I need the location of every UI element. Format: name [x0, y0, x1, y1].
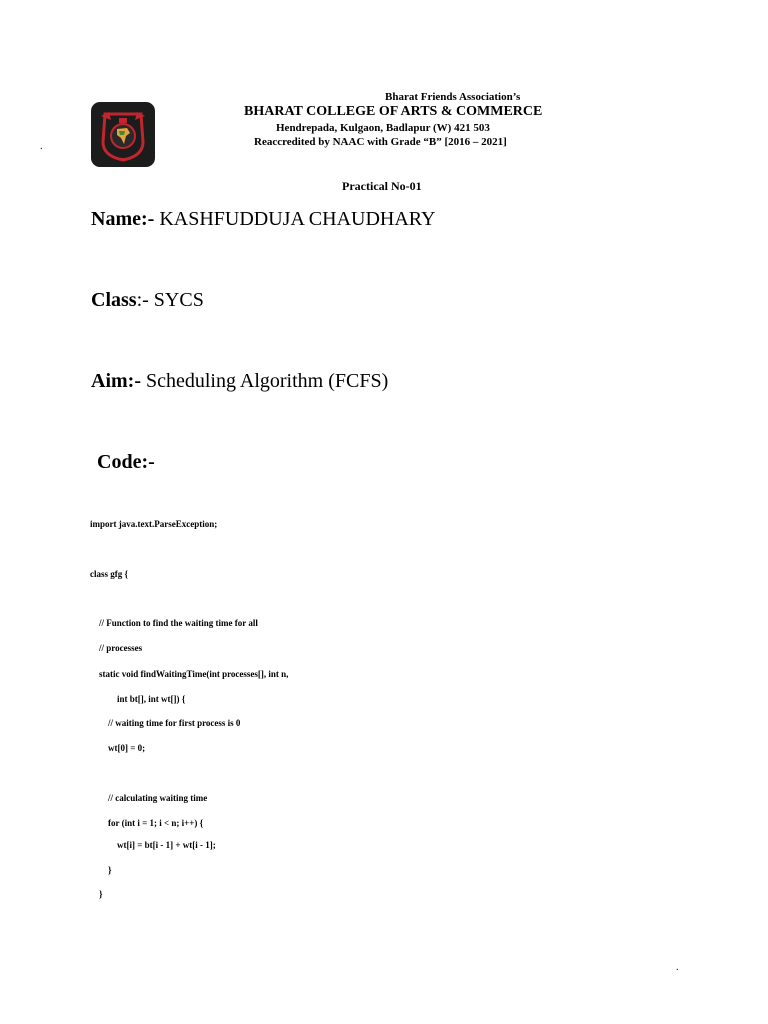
code-line: // Function to find the waiting time for all	[99, 618, 258, 628]
stray-mark-left: .	[40, 141, 43, 152]
code-line: }	[108, 865, 112, 875]
code-line: static void findWaitingTime(int processes[], int n,	[99, 669, 289, 679]
college-emblem-icon	[91, 102, 155, 167]
name-line	[91, 208, 435, 231]
college-name: BHARAT COLLEGE OF ARTS & COMMERCE	[244, 104, 543, 119]
class-value: :- SYCS	[136, 289, 204, 311]
code-line: // processes	[99, 643, 143, 653]
code-line: // calculating waiting time	[108, 793, 208, 803]
college-logo	[91, 102, 155, 167]
name-label: Name:-	[91, 208, 155, 230]
class-line	[91, 289, 204, 312]
name-value: KASHFUDDUJA CHAUDHARY	[159, 208, 436, 230]
code-heading: Code:-	[97, 451, 155, 473]
code-line: import java.text.ParseException;	[90, 519, 218, 529]
accreditation-line: Reaccredited by NAAC with Grade “B” [2016 – 2021]	[254, 136, 507, 148]
code-line: for (int i = 1; i < n; i++) {	[108, 818, 204, 828]
code-line: }	[99, 889, 103, 899]
aim-label: Aim:-	[91, 370, 141, 392]
code-line: wt[0] = 0;	[108, 743, 146, 753]
code-line: int bt[], int wt[]) {	[117, 694, 186, 704]
stray-mark-right: .	[676, 962, 679, 973]
aim-line	[91, 370, 388, 393]
class-label: Class	[91, 289, 137, 311]
practical-number: Practical No-01	[342, 179, 422, 193]
code-line: class gfg {	[90, 569, 129, 579]
code-line: // waiting time for first process is 0	[108, 718, 241, 728]
code-line: wt[i] = bt[i - 1] + wt[i - 1];	[117, 840, 216, 850]
aim-value: Scheduling Algorithm (FCFS)	[145, 370, 389, 392]
association-name: Bharat Friends Association’s	[385, 91, 521, 103]
college-address: Hendrepada, Kulgaon, Badlapur (W) 421 503	[276, 122, 490, 134]
